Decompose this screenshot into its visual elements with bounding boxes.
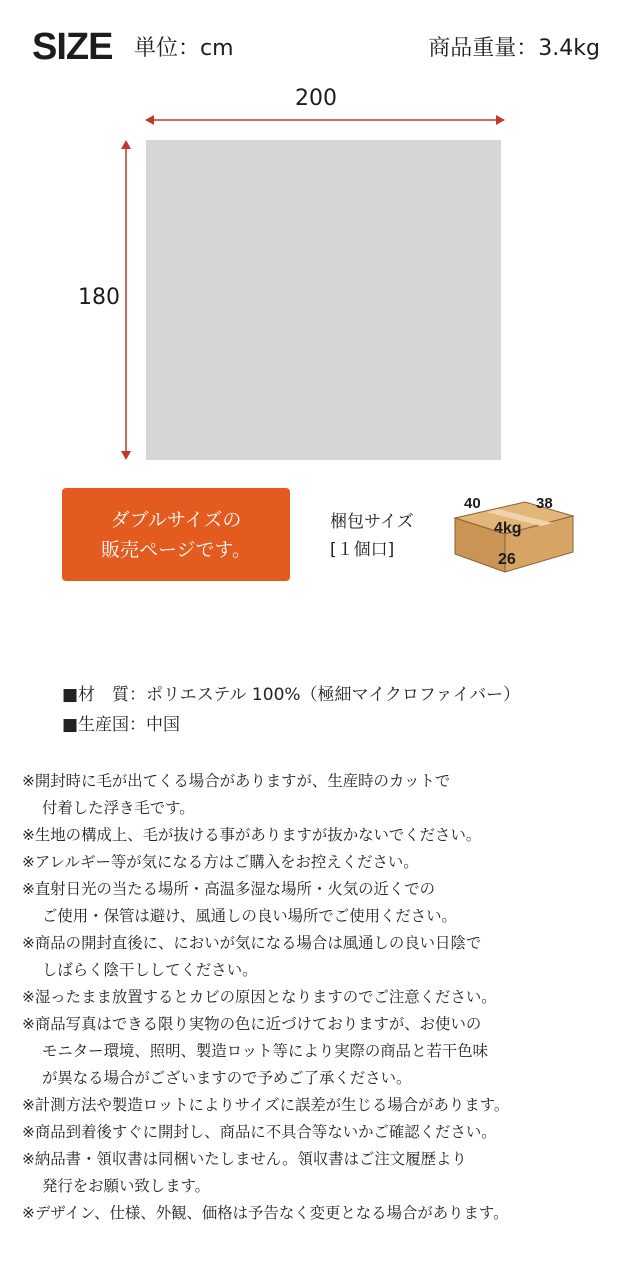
package-weight: 4kg [494, 520, 522, 537]
double-size-button-line2: 販売ページです。 [100, 538, 252, 561]
note-item [22, 876, 509, 930]
note-line: ※デザイン、仕様、外観、価格は予告なく変更となる場合があります。 [22, 1204, 509, 1222]
unit-label: 単位：cm [134, 36, 234, 61]
note-line: ※直射日光の当たる場所・高温多湿な場所・火気の近くでの [22, 880, 436, 898]
material-spec: ■材 質：ポリエステル 100%（極細マイクロファイバー） [62, 685, 521, 705]
note-line: しばらく陰干ししてください。 [42, 961, 258, 979]
width-dimension-label: 200 [295, 86, 337, 111]
package-label-line2: [１個口] [330, 540, 395, 560]
package-dim-c: 26 [498, 551, 516, 568]
note-item [22, 930, 509, 984]
note-line: ※商品到着後すぐに開封し、商品に不具合等ないかご確認ください。 [22, 1123, 497, 1141]
product-weight: 商品重量：3.4kg [428, 36, 600, 61]
product-specs [62, 680, 520, 740]
note-item [22, 1146, 509, 1200]
size-title: SIZE [32, 26, 113, 68]
package-label-line1: 梱包サイズ [330, 512, 414, 532]
note-line: ※開封時に毛が出てくる場合がありますが、生産時のカットで [22, 772, 451, 790]
note-item [22, 1200, 509, 1227]
note-item [22, 984, 509, 1011]
note-item [22, 1092, 509, 1119]
note-line: ※計測方法や製造ロットによりサイズに誤差が生じる場合があります。 [22, 1096, 510, 1114]
note-line: モニター環境、照明、製造ロット等により実際の商品と若干色味 [42, 1042, 489, 1060]
note-line: ※湿ったまま放置するとカビの原因となりますのでご注意ください。 [22, 988, 497, 1006]
height-arrow-icon [118, 140, 134, 460]
note-line: が異なる場合がございますので予めご了承ください。 [42, 1069, 412, 1087]
notes-list [22, 768, 509, 1227]
note-line: ※納品書・領収書は同梱いたしません。領収書はご注文履歴より [22, 1150, 467, 1168]
note-line: ※商品写真はできる限り実物の色に近づけておりますが、お使いの [22, 1015, 482, 1033]
note-item [22, 1011, 509, 1092]
note-line: ※商品の開封直後に、においが気になる場合は風通しの良い日陰で [22, 934, 482, 952]
origin-spec: ■生産国：中国 [62, 715, 181, 735]
width-arrow-icon [145, 112, 505, 128]
note-line: ※生地の構成上、毛が抜ける事がありますが抜かないでください。 [22, 826, 482, 844]
height-dimension-label: 180 [78, 285, 120, 310]
note-line: ※アレルギー等が気になる方はご購入をお控えください。 [22, 853, 419, 871]
double-size-page-button[interactable] [62, 488, 290, 581]
note-line: ご使用・保管は避け、風通しの良い場所でご使用ください。 [42, 907, 457, 925]
note-item [22, 1119, 509, 1146]
note-item [22, 849, 509, 876]
note-item [22, 768, 509, 822]
rug-shape [146, 140, 501, 460]
note-line: 付着した浮き毛です。 [42, 799, 195, 817]
double-size-button-line1: ダブルサイズの [110, 508, 242, 531]
package-dim-a: 40 [464, 495, 481, 512]
cardboard-box-icon [450, 490, 580, 575]
package-size-label [330, 508, 414, 564]
note-item [22, 822, 509, 849]
package-dim-b: 38 [536, 495, 553, 512]
note-line: 発行をお願い致します。 [42, 1177, 211, 1195]
